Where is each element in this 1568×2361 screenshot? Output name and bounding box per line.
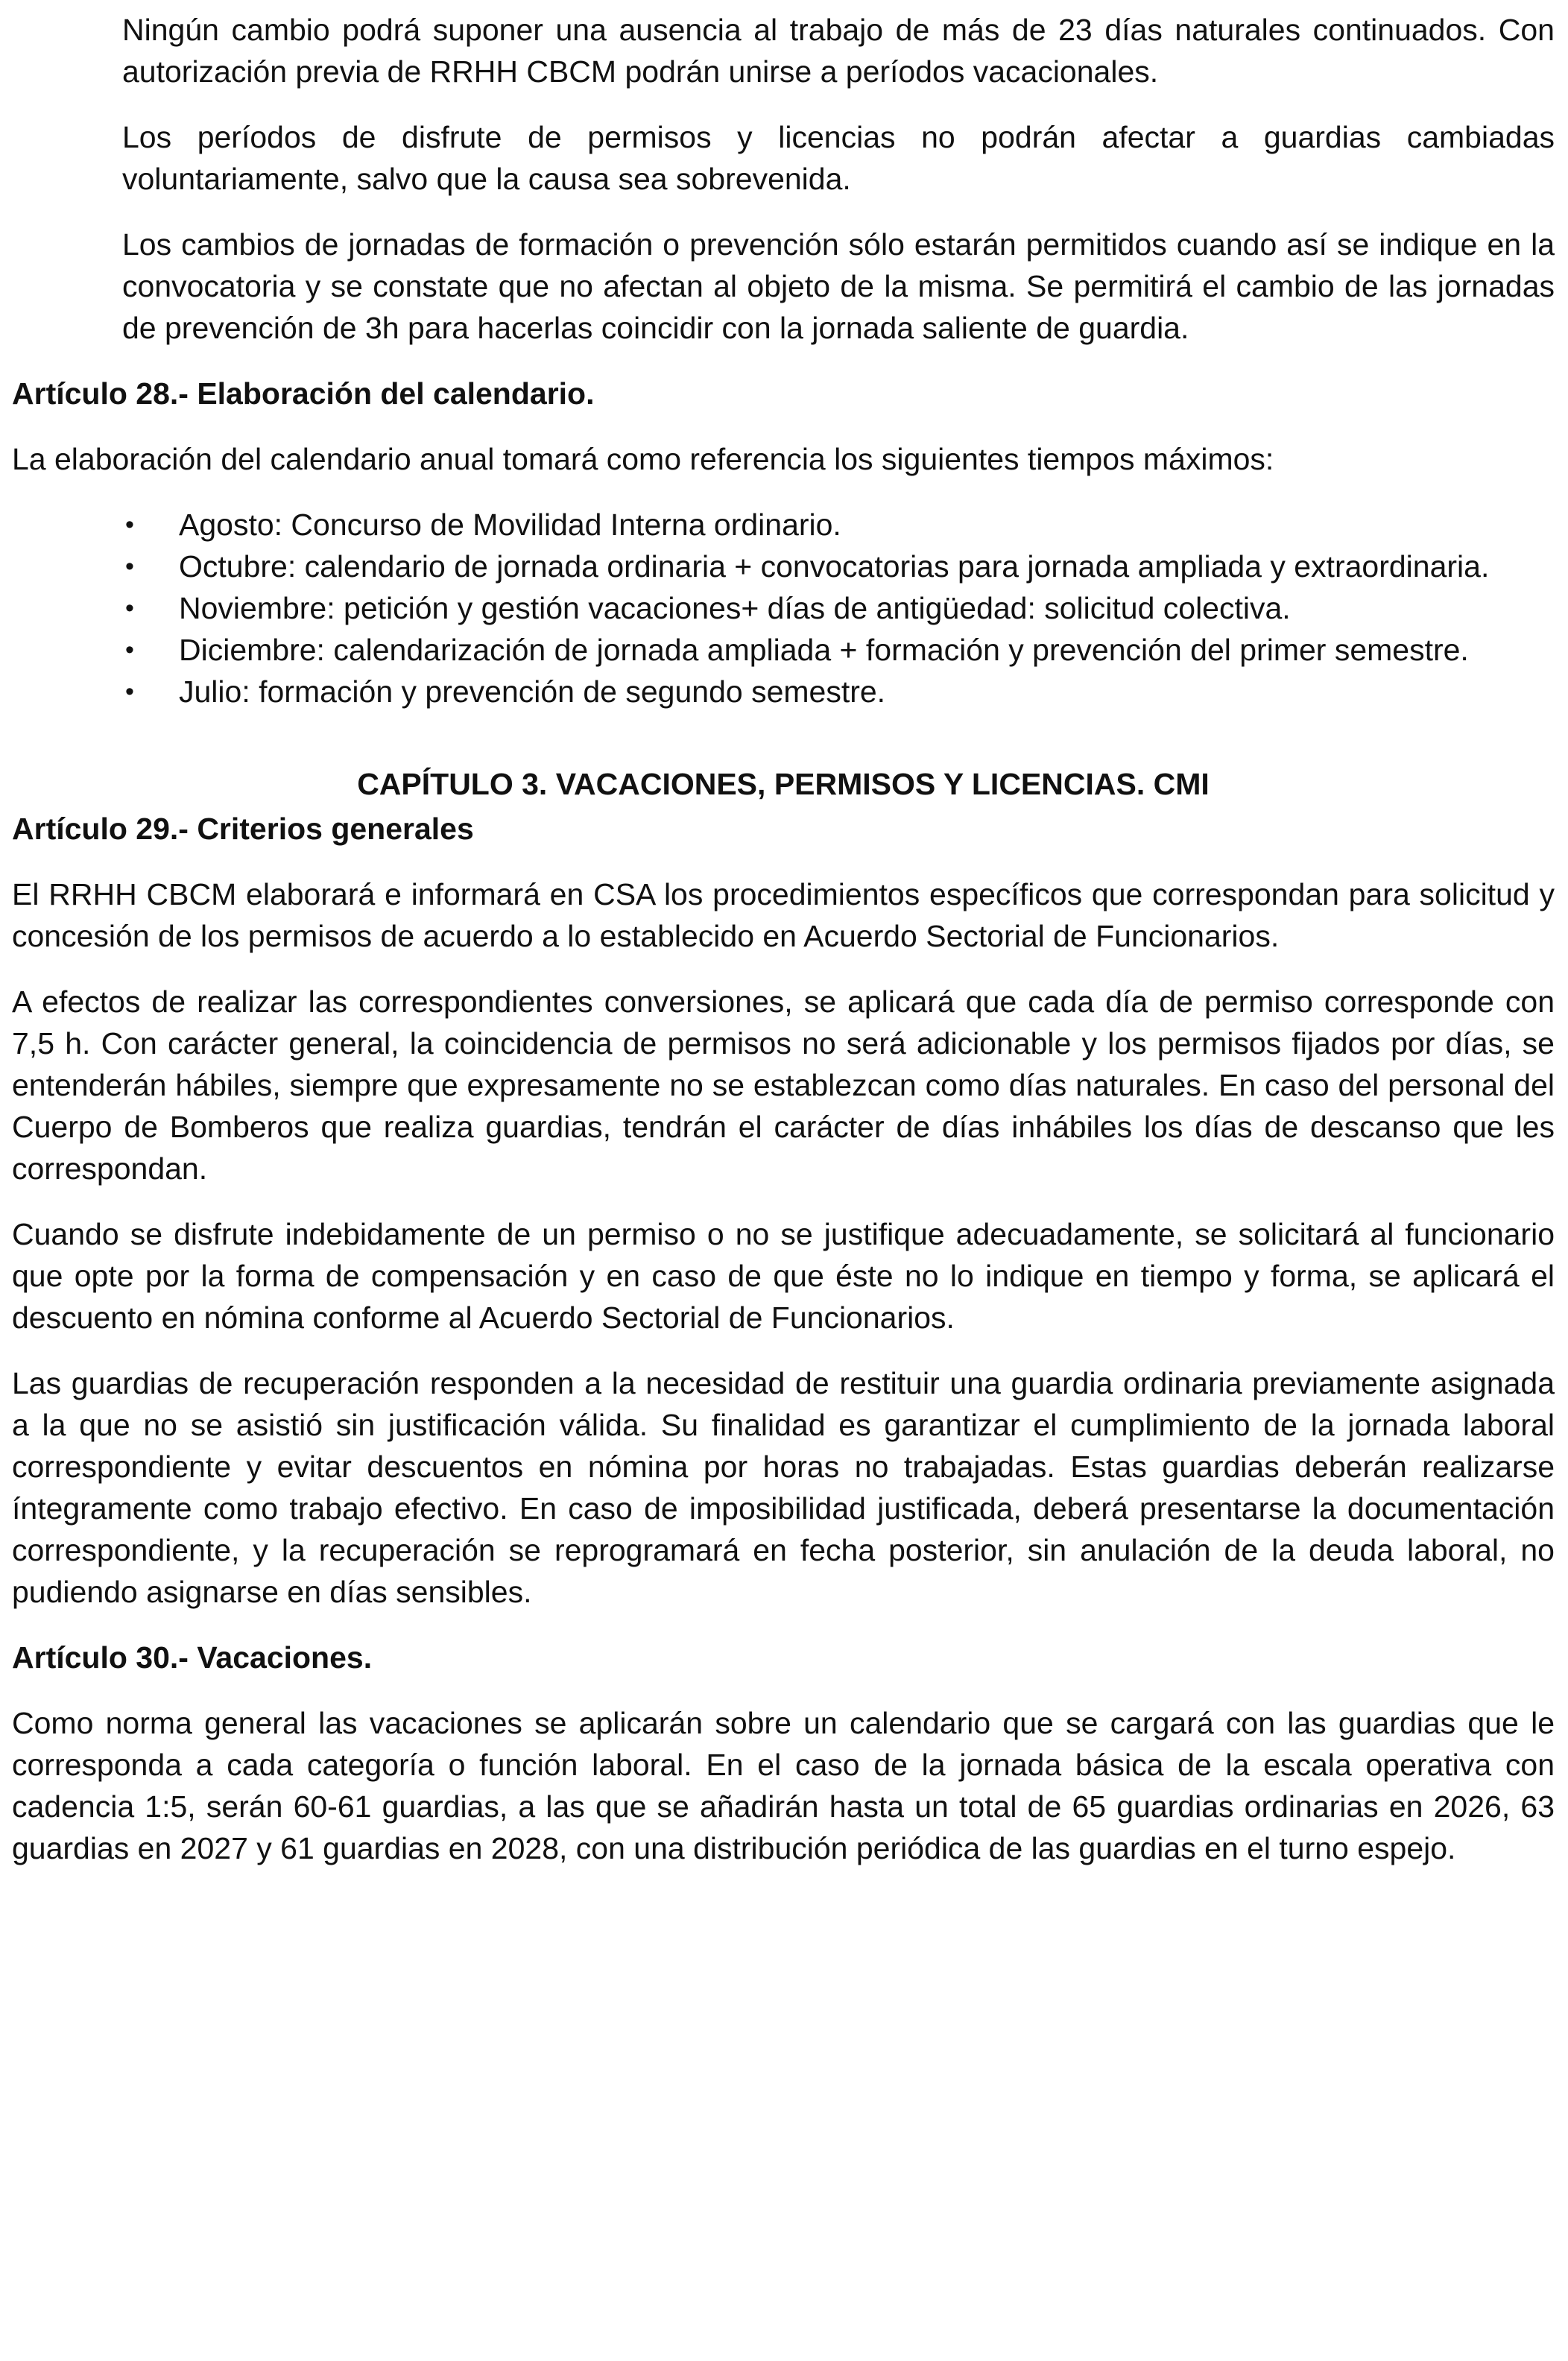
list-item (12, 629, 1555, 671)
list-item-text: Noviembre: petición y gestión vacaciones+ días de antigüedad: solicitud colectiva. (179, 591, 1291, 625)
article-29-paragraph: A efectos de realizar las correspondientes conversiones, se aplicará que cada día de permiso corresponde con 7,5 h. Con carácter general, la coincidencia de permisos no será adicionable y los permisos fijados por días, se entenderán hábiles, siempre que expresamente no se establezcan como días naturales. En caso del personal del Cuerpo de Bomberos que realiza guardias, tendrán el carácter de días inhábiles los días de descanso que les correspondan. (12, 984, 1555, 1186)
bullet-icon: • (125, 594, 134, 622)
list-item-text: Julio: formación y prevención de segundo semestre. (179, 674, 886, 709)
document-page (12, 9, 1555, 1869)
article-30-paragraph: Como norma general las vacaciones se aplicarán sobre un calendario que se cargará con las guardias que le corresponda a cada categoría o función laboral. En el caso de la jornada básica de la escala operativa con cadencia 1:5, serán 60-61 guardias, a las que se añadirán hasta un total de 65 guardias ordinarias en 2026, 63 guardias en 2027 y 61 guardias en 2028, con una distribución periódica de las guardias en el turno espejo. (12, 1706, 1555, 1865)
list-item (12, 587, 1555, 629)
article-28-intro: La elaboración del calendario anual tomará como referencia los siguientes tiempos máximos: (12, 442, 1274, 476)
bullet-icon: • (125, 552, 134, 581)
article-30-heading: Artículo 30.- Vacaciones. (12, 1640, 373, 1675)
article-29-heading: Artículo 29.- Criterios generales (12, 812, 474, 846)
paragraph-permisos-licencias: Los períodos de disfrute de permisos y licencias no podrán afectar a guardias cambiadas voluntariamente, salvo que la causa sea sobrevenida. (122, 120, 1555, 196)
article-28-heading: Artículo 28.- Elaboración del calendario. (12, 376, 595, 411)
list-item-text: Agosto: Concurso de Movilidad Interna ordinario. (179, 508, 841, 542)
list-item (12, 671, 1555, 712)
list-item-text: Diciembre: calendarización de jornada ampliada + formación y prevención del primer semestre. (179, 633, 1469, 667)
bullet-icon: • (125, 677, 134, 706)
article-29-paragraph: Las guardias de recuperación responden a la necesidad de restituir una guardia ordinaria previamente asignada a la que no se asistió sin justificación válida. Su finalidad es garantizar el cumplimiento de la jornada laboral correspondiente y evitar descuentos en nómina por horas no trabajadas. Estas guardias deberán realizarse íntegramente como trabajo efectivo. En caso de imposibilidad justificada, deberá presentarse la documentación correspondiente, y la recuperación se reprogramará en fecha posterior, sin anulación de la deuda laboral, no pudiendo asignarse en días sensibles. (12, 1366, 1555, 1609)
paragraph-cambios-jornadas: Los cambios de jornadas de formación o prevención sólo estarán permitidos cuando así se indique en la convocatoria y se constate que no afectan al objeto de la misma. Se permitirá el cambio de las jornadas de prevención de 3h para hacerlas coincidir con la jornada saliente de guardia. (122, 227, 1555, 345)
paragraph-ausencia: Ningún cambio podrá suponer una ausencia al trabajo de más de 23 días naturales continuados. Con autorización previa de RRHH CBCM podrán unirse a períodos vacacionales. (122, 13, 1555, 89)
list-item-text: Octubre: calendario de jornada ordinaria + convocatorias para jornada ampliada y extraordinaria. (179, 549, 1490, 584)
chapter-3-title: CAPÍTULO 3. VACACIONES, PERMISOS Y LICENCIAS. CMI (357, 767, 1210, 801)
article-29-paragraph: El RRHH CBCM elaborará e informará en CSA los procedimientos específicos que correspondan para solicitud y concesión de los permisos de acuerdo a lo establecido en Acuerdo Sectorial de Funcionarios. (12, 877, 1555, 953)
article-29-paragraph: Cuando se disfrute indebidamente de un permiso o no se justifique adecuadamente, se solicitará al funcionario que opte por la forma de compensación y en caso de que éste no lo indique en tiempo y forma, se aplicará el descuento en nómina conforme al Acuerdo Sectorial de Funcionarios. (12, 1217, 1555, 1335)
list-item (12, 546, 1555, 587)
bullet-icon: • (125, 636, 134, 664)
bullet-icon: • (125, 511, 134, 539)
list-item (12, 504, 1555, 546)
article-28-list (12, 504, 1555, 712)
